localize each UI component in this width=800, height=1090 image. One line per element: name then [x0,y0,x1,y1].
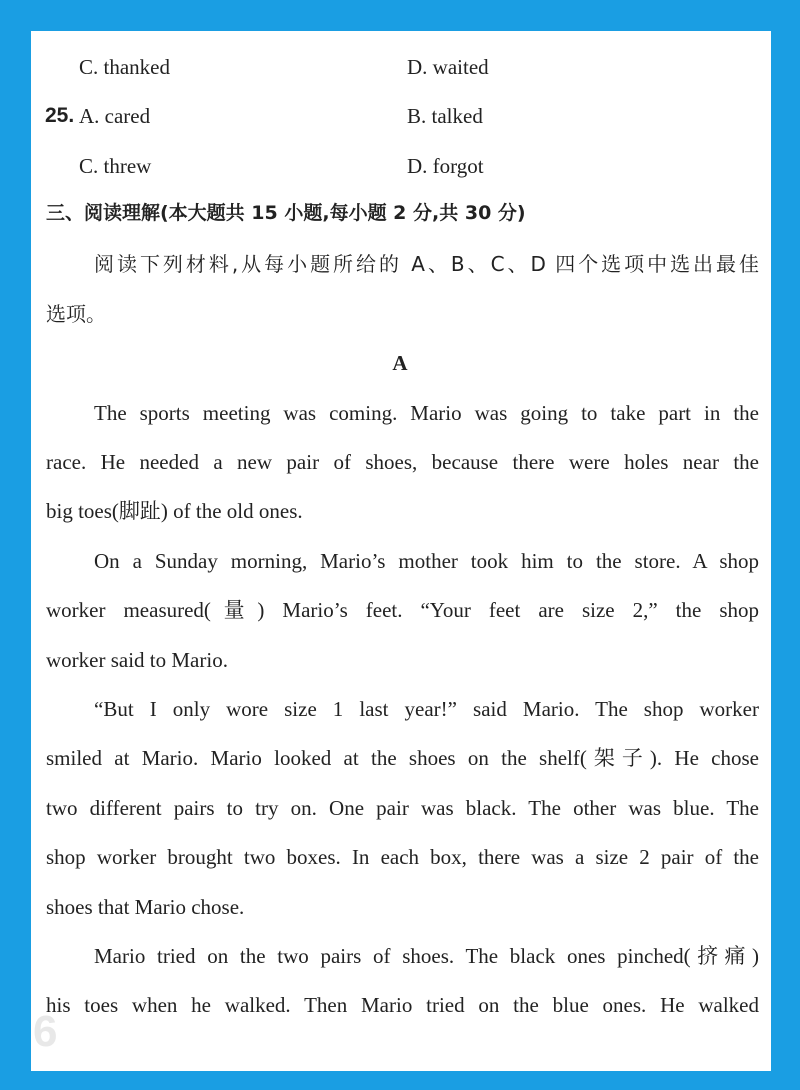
option-row [47,151,770,181]
passage-line: his toes when he walked. Then Mario tried on the blue ones. He walked [46,993,759,1017]
page-number: 6 [33,1007,58,1056]
passage-line: The sports meeting was coming. Mario was going to take part in the [94,401,759,425]
passage-line: worker said to Mario. [46,648,228,672]
passage-line: worker measured(量) Mario’s feet. “Your feet are size 2,” the shop [46,598,759,622]
passage-line: smiled at Mario. Mario looked at the shoes on the shelf(架子). He chose [46,746,759,770]
passage-line: big toes(脚趾) of the old ones. [46,499,303,523]
option-d: D. waited [407,55,489,79]
passage-line: two different pairs to try on. One pair was black. The other was blue. The [46,796,759,820]
option-c: C. threw [79,154,152,178]
passage-line: “But I only wore size 1 last year!” said Mario. The shop worker [94,697,759,721]
option-a: A. cared [79,104,151,128]
option-d: D. forgot [407,154,484,178]
passage-line: Mario tried on the two pairs of shoes. The black ones pinched(挤痛) [94,944,759,968]
passage-title: A [392,351,408,375]
passage-line: shoes that Mario chose. [46,895,245,919]
instruction-line: 阅读下列材料,从每小题所给的 A、B、C、D 四个选项中选出最佳 [94,252,759,276]
option-c: C. thanked [79,55,170,79]
option-b: B. talked [407,104,483,128]
instruction-line: 选项。 [46,302,106,326]
passage-line: race. He needed a new pair of shoes, because there were holes near the [46,450,759,474]
option-row [47,52,770,82]
passage-line: shop worker brought two boxes. In each box, there was a size 2 pair of the [46,845,759,869]
section-heading: 三、阅读理解(本大题共 15 小题,每小题 2 分,共 30 分) [46,202,526,224]
question-number: 25. [45,104,75,127]
option-row [47,101,770,131]
passage-line: On a Sunday morning, Mario’s mother took him to the store. A shop [94,549,759,573]
